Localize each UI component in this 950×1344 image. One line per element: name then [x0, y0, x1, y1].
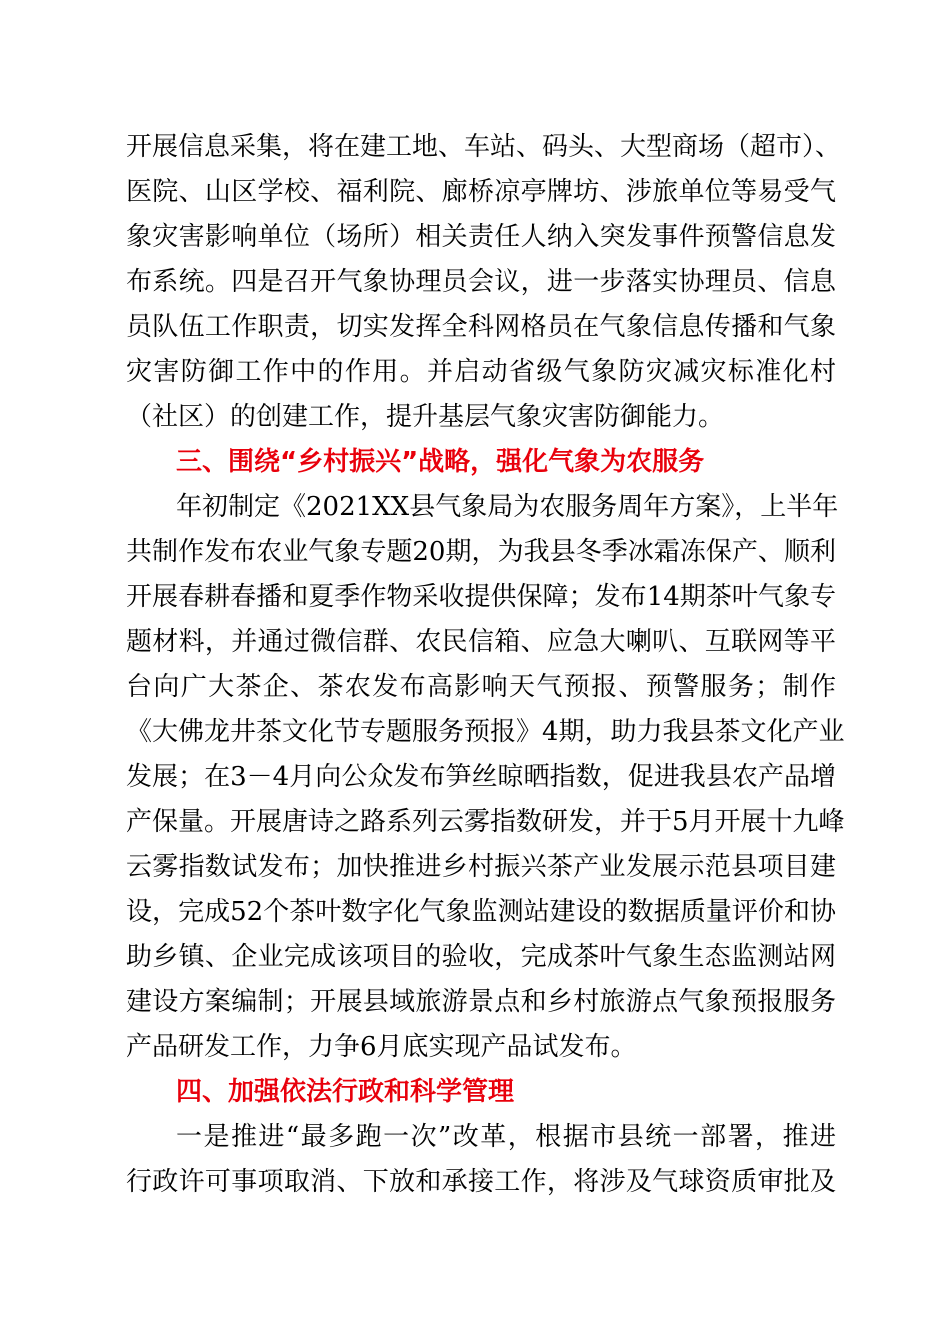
body-text-line: 一是推进“最多跑一次”改革，根据市县统一部署，推进	[176, 1122, 836, 1152]
body-text-line: 建设方案编制；开展县域旅游景点和乡村旅游点气象预报服务	[126, 987, 836, 1017]
section-4-heading: 四、加强依法行政和科学管理	[176, 1077, 515, 1107]
body-text-line: 共制作发布农业气象专题20期，为我县冬季冰霜冻保产、顺利	[126, 537, 836, 567]
body-text-line: 产保量。开展唐诗之路系列云雾指数研发，并于5月开展十九峰	[126, 807, 845, 837]
body-text-line: 医院、山区学校、福利院、廊桥凉亭牌坊、涉旅单位等易受气	[126, 177, 836, 207]
body-text-line: 开展信息采集，将在建工地、车站、码头、大型商场（超市）、	[126, 132, 842, 162]
body-text-line: 设，完成52个茶叶数字化气象监测站建设的数据质量评价和协	[126, 897, 836, 927]
body-text-line: 《大佛龙井茶文化节专题服务预报》4期，助力我县茶文化产业	[126, 717, 845, 747]
body-text-line: 助乡镇、企业完成该项目的验收，完成茶叶气象生态监测站网	[126, 942, 836, 972]
section-3-heading: 三、围绕“乡村振兴”战略，强化气象为农服务	[176, 447, 705, 477]
body-text-line: 云雾指数试发布；加快推进乡村振兴茶产业发展示范县项目建	[126, 852, 836, 882]
body-text-line: 发展；在3－4月向公众发布笋丝晾晒指数，促进我县农产品增	[126, 762, 836, 792]
body-text-line: 题材料，并通过微信群、农民信箱、应急大喇叭、互联网等平	[126, 627, 836, 657]
body-text-line: 布系统。四是召开气象协理员会议，进一步落实协理员、信息	[126, 267, 836, 297]
body-text-line: （社区）的创建工作，提升基层气象灾害防御能力。	[126, 402, 725, 432]
body-text-line: 台向广大茶企、茶农发布高影响天气预报、预警服务；制作	[126, 672, 836, 702]
body-text-line: 象灾害影响单位（场所）相关责任人纳入突发事件预警信息发	[126, 222, 836, 252]
body-text-line: 灾害防御工作中的作用。并启动省级气象防灾减灾标准化村	[126, 357, 836, 387]
body-text-line: 员队伍工作职责，切实发挥全科网格员在气象信息传播和气象	[126, 312, 836, 342]
body-text-line: 产品研发工作，力争6月底实现产品试发布。	[126, 1032, 637, 1062]
body-text-line: 年初制定《2021XX县气象局为农服务周年方案》，上半年	[176, 492, 839, 522]
body-text-line: 开展春耕春播和夏季作物采收提供保障；发布14期茶叶气象专	[126, 582, 836, 612]
body-text-line: 行政许可事项取消、下放和承接工作，将涉及气球资质审批及	[126, 1167, 836, 1197]
